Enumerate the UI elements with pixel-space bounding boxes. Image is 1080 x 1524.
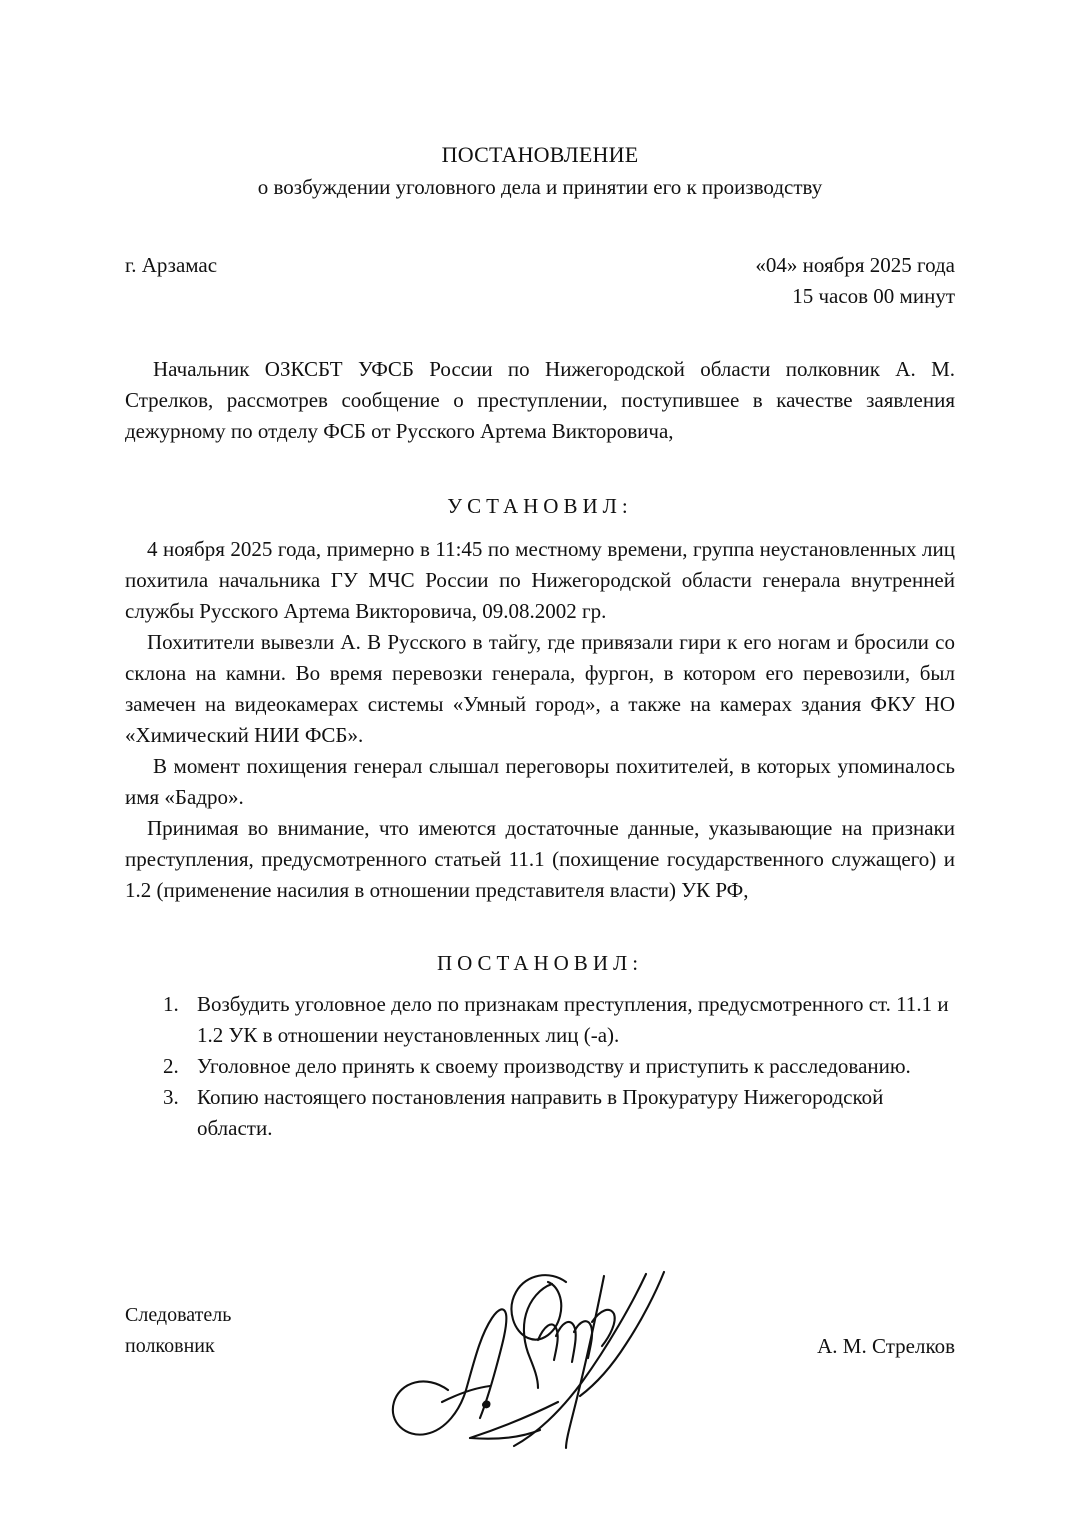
document-subtitle: о возбуждении уголовного дела и принятии его к производству: [257, 175, 823, 199]
document-title: ПОСТАНОВЛЕНИЕ: [441, 142, 639, 167]
document-content: [125, 0, 955, 1144]
heading-established: УСТАНОВИЛ:: [447, 494, 633, 518]
established-paragraph-2: Похитители вывезли А. В Русского в тайгу, где привязали гири к его ногам и бросили со склона на камни. Во время перевозки генерала, фургон, в котором его перевозили, был замечен на видеокамерах системы «Умный город», а также на камерах здания ФКУ НО «Химический НИИ ФСБ».: [125, 630, 955, 747]
signatory-role-line-2: полковник: [125, 1335, 215, 1357]
title-block: [125, 140, 955, 202]
decision-list: [125, 989, 955, 1144]
handwritten-signature-icon: [380, 1262, 680, 1457]
document-time: 15 часов 00 минут: [792, 284, 955, 308]
list-item-text: Возбудить уголовное дело по признакам преступления, предусмотренного ст. 11.1 и 1.2 УК в отношении неустановленных лиц (-а).: [197, 992, 949, 1047]
list-item: [125, 1051, 955, 1082]
list-item-marker: 1.: [163, 992, 179, 1016]
document-datetime: [755, 250, 955, 312]
established-paragraph-3: В момент похищения генерал слышал переговоры похитителей, в которых упоминалось имя «Бадро».: [125, 754, 955, 809]
list-item-marker: 2.: [163, 1054, 179, 1078]
signatory-role: [125, 1300, 231, 1362]
established-paragraph-1: 4 ноября 2025 года, примерно в 11:45 по местному времени, группа неустановленных лиц похитила начальника ГУ МЧС России по Нижегородской области генерала внутренней службы Русского Артема Викторовича, 09.08.2002 гр.: [125, 537, 955, 623]
document-meta-row: [125, 250, 955, 312]
signatory-name: А. М. Стрелков: [817, 1334, 955, 1358]
document-date: «04» ноября 2025 года: [755, 253, 955, 277]
heading-decided: ПОСТАНОВИЛ:: [436, 951, 644, 975]
list-item-text: Уголовное дело принять к своему производству и приступить к расследованию.: [197, 1054, 911, 1078]
signatory-role-line-1: Следователь: [125, 1304, 232, 1326]
list-item: [125, 1082, 955, 1144]
list-item: [125, 989, 955, 1051]
preamble-paragraph: Начальник ОЗКСБТ УФСБ России по Нижегородской области полковник А. М. Стрелков, рассмотрев сообщение о преступлении, поступившее в качестве заявления дежурному по отделу ФСБ от Русского Артема Викторовича,: [125, 357, 955, 443]
established-paragraph-4: Принимая во внимание, что имеются достаточные данные, указывающие на признаки преступления, предусмотренного статьей 11.1 (похищение государственного служащего) и 1.2 (применение насилия в отношении представителя власти) УК РФ,: [125, 816, 955, 902]
list-item-marker: 3.: [163, 1085, 179, 1109]
list-item-text: Копию настоящего постановления направить в Прокуратуру Нижегородской области.: [197, 1085, 884, 1140]
document-city: г. Арзамас: [125, 253, 218, 277]
